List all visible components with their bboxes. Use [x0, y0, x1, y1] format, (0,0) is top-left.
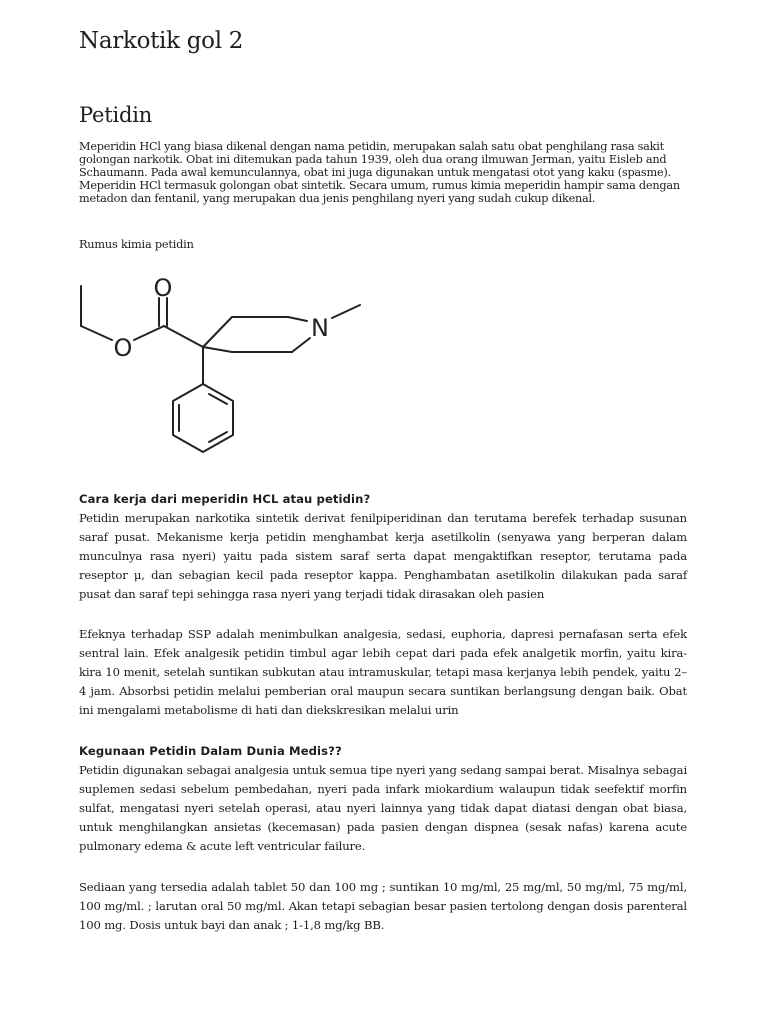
mechanism-paragraph-2: Efeknya terhadap SSP adalah menimbulkan analgesia, sedasi, euphoria, dapresi pernafasan serta efek sentral lain. Efek analgesik petidin timbul agar lebih cepat dari pada efek analgetik morfin, yaitu kira-kira 10 menit, setelah suntikan subkutan atau intramuskular, tetapi masa kerjanya lebih pendek, yaitu 2–4 jam. Absorbsi petidin melalui pemberian oral maupun secara suntikan berlangsung dengan baik. Obat ini mengalami metabolisme di hati dan diekskresikan melalui urin: [79, 627, 687, 717]
document-title: Narkotik gol 2: [79, 28, 244, 54]
mechanism-heading: Cara kerja dari meperidin HCL atau petidin?: [79, 492, 371, 506]
bond-ring-4: [292, 338, 310, 352]
bond-c-quat: [164, 326, 203, 347]
bond-o-c: [134, 326, 164, 340]
benzene-ring: [173, 384, 233, 452]
pethidine-structure-diagram: [70, 270, 370, 465]
mechanism-paragraph-1: Petidin merupakan narkotika sintetik derivat fenilpiperidinan dan terutama berefek terhadap susunan saraf pusat. Mekanisme kerja petidin menghambat kerja asetilkolin (senyawa yang berperan dalam munculnya rasa nyeri) yaitu pada sistem saraf serta dapat mengaktifkan reseptor, terutama pada reseptor μ, dan sebagian kecil pada reseptor kappa. Penghambatan asetilkolin dilakukan pada saraf pusat dan saraf tepi sehingga rasa nyeri yang terjadi tidak dirasakan oleh pasien: [79, 511, 687, 601]
bond-ethyl-2: [81, 326, 112, 340]
usage-paragraph-1: Petidin digunakan sebagai analgesia untuk semua tipe nyeri yang sedang sampai berat. Misalnya sebagai suplemen sedasi sebelum pembedahan, nyeri pada infark miokardium walaupun tidak seefektif morfin sulfat, mengatasi nyeri setelah operasi, atau nyeri lainnya yang tidak dapat diatasi dengan obat biasa, untuk menghilangkan ansietas (kecemasan) pada pasien dengan dispnea (sesak nafas) karena acute pulmonary edema & acute left ventricular failure.: [79, 763, 687, 853]
intro-paragraph: Meperidin HCl yang biasa dikenal dengan nama petidin, merupakan salah satu obat penghilang rasa sakit golongan narkotik. Obat ini ditemukan pada tahun 1939, oleh dua orang ilmuwan Jerman, yaitu Eisleb and Schaumann. Pada awal kemunculannya, obat ini juga digunakan untuk mengatasi otot yang kaku (spasme). Meperidin HCl termasuk golongan obat sintetik. Secara umum, rumus kimia meperidin hampir sama dengan metadon dan fentanil, yang merupakan dua jenis penghilang nyeri yang sudah cukup dikenal.: [79, 140, 680, 205]
usage-heading: Kegunaan Petidin Dalam Dunia Medis??: [79, 744, 342, 758]
bond-n-methyl: [332, 305, 360, 318]
atom-o-ester: O: [113, 334, 133, 362]
atom-o-carbonyl: O: [153, 274, 173, 302]
bond-ring-1: [203, 317, 232, 347]
section-title: Petidin: [79, 103, 153, 127]
bond-ring-3: [288, 317, 307, 321]
usage-paragraph-2: Sediaan yang tersedia adalah tablet 50 dan 100 mg ; suntikan 10 mg/ml, 25 mg/ml, 50 mg/ml, 75 mg/ml, 100 mg/ml. ; larutan oral 50 mg/ml. Akan tetapi sebagian besar pasien tertolong dengan dosis parenteral 100 mg. Dosis untuk bayi dan anak ; 1-1,8 mg/kg BB.: [79, 880, 687, 932]
formula-label: Rumus kimia petidin: [79, 238, 194, 251]
bond-ring-6: [203, 347, 232, 352]
atom-n: N: [311, 314, 329, 342]
